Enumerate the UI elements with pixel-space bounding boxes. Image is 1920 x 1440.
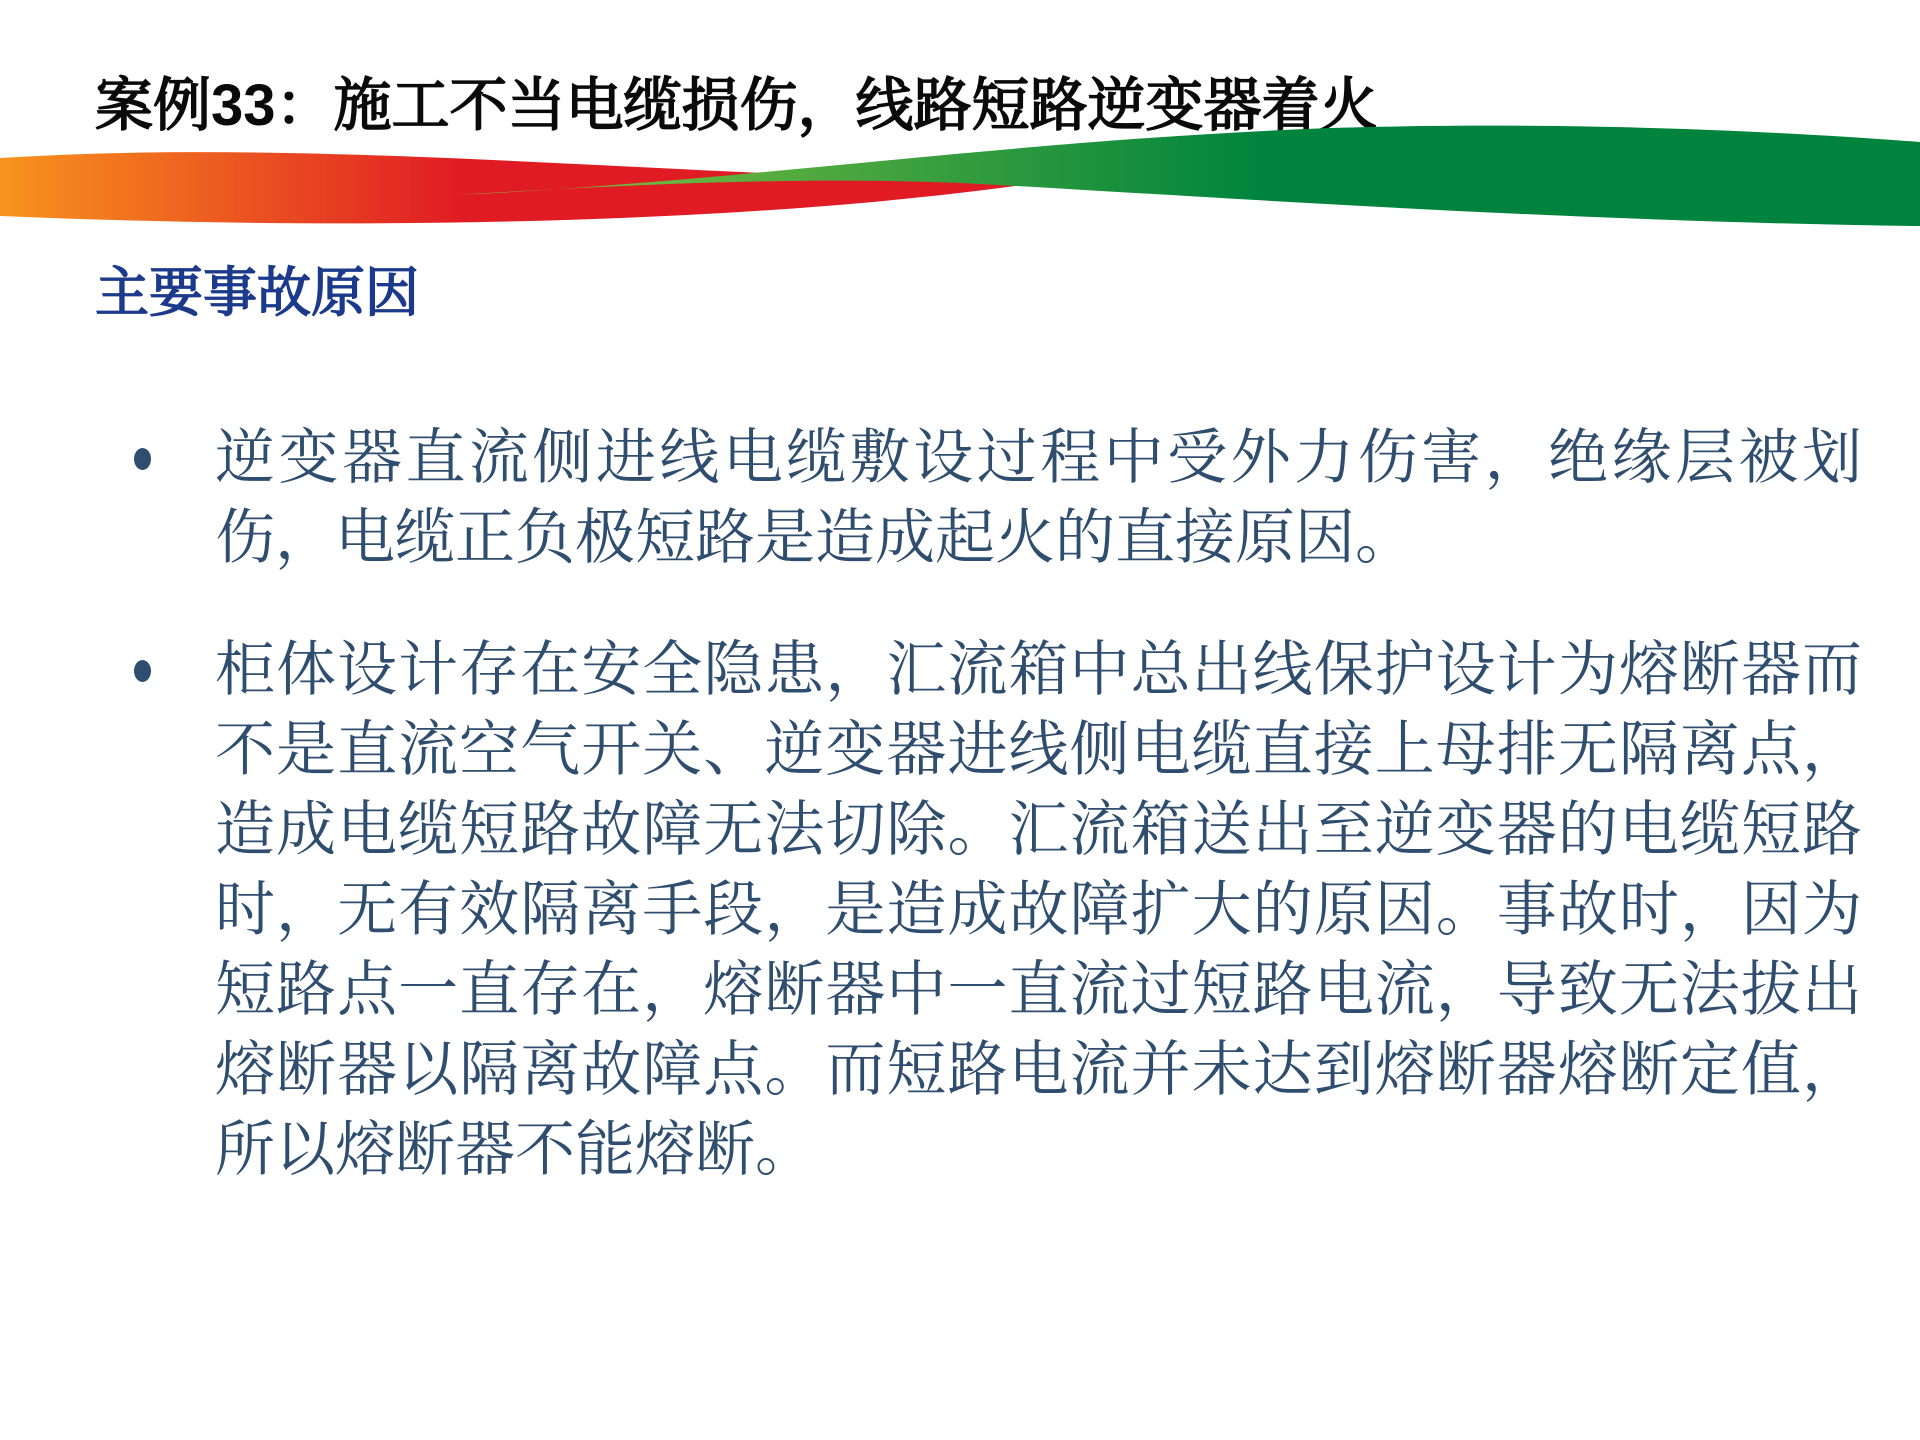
bullet-text: 逆变器直流侧进线电缆敷设过程中受外力伤害，绝缘层被划伤，电缆正负极短路是造成起火的直接原因。 [215, 425, 1862, 571]
ribbon-wave-decoration [0, 118, 1920, 233]
bullet-dot-icon [130, 630, 215, 682]
bullet-text: 柜体设计存在安全隐患，汇流箱中总出线保护设计为熔断器而不是直流空气开关、逆变器进线侧电缆直接上母排无隔离点，造成电缆短路故障无法切除。汇流箱送出至逆变器的电缆短路时，无有效隔离手段，是造成故障扩大的原因。事故时，因为短路点一直存在，熔断器中一直流过短路电流，导致无法拔出熔断器以隔离故障点。而短路电流并未达到熔断器熔断定值，所以熔断器不能熔断。 [215, 637, 1862, 1183]
bullet-dot-icon [130, 418, 215, 470]
slide-title: 案例33：施工不当电缆损伤，线路短路逆变器着火 [95, 73, 1378, 138]
bullet-list [130, 418, 1862, 1242]
section-heading: 主要事故原因 [95, 263, 419, 323]
bullet-item [130, 418, 1862, 578]
bullet-item [130, 630, 1862, 1190]
